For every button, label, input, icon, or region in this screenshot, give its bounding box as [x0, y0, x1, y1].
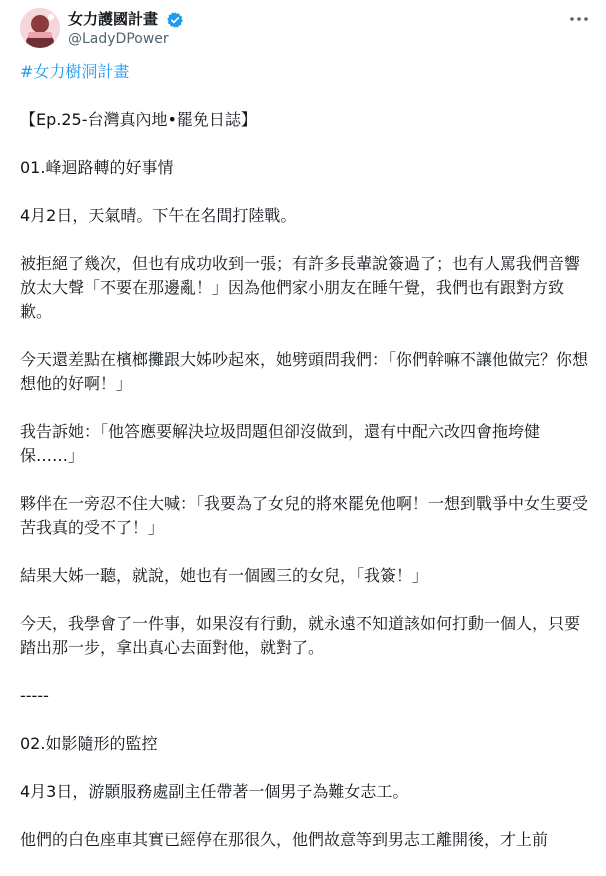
post-paragraph: 今天還差點在檳榔攤跟大姊吵起來，她劈頭問我們：「你們幹嘛不讓他做完？你想想他的好啊！」 [20, 350, 589, 393]
profile-photo [20, 8, 60, 48]
post-divider: ----- [20, 686, 49, 705]
post-paragraph: 【Ep.25-台灣真內地•罷免日誌】 [20, 110, 257, 129]
author-block [68, 9, 184, 49]
post-paragraph: 4月3日，游顥服務處副主任帶著一個男子為難女志工。 [20, 782, 409, 801]
post-paragraph: 01.峰迴路轉的好事情 [20, 158, 174, 177]
post-text [20, 60, 592, 876]
post-hashtag-line [20, 60, 592, 84]
post-paragraph: 4月2日，天氣晴。下午在名間打陸戰。 [20, 206, 297, 225]
post-paragraph: 今天，我學會了一件事，如果沒有行動，就永遠不知道該如何打動一個人，只要踏出那一步，拿出真心去面對他，就對了。 [20, 614, 581, 657]
more-horizontal-icon[interactable] [568, 10, 590, 28]
post-paragraph: 結果大姊一聽，就說，她也有一個國三的女兒，「我簽！」 [20, 566, 429, 585]
verified-badge-icon [166, 11, 184, 29]
post-paragraph: 被拒絕了幾次，但也有成功收到一張；有許多長輩說簽過了；也有人罵我們音響放太大聲「不要在那邊亂！」因為他們家小朋友在睡午覺，我們也有跟對方致歉。 [20, 254, 581, 321]
author-display-name[interactable]: 女力護國計畫 [68, 10, 159, 28]
post-paragraph: 他們的白色座車其實已經停在那很久，他們故意等到男志工離開後，才上前 [20, 830, 549, 849]
post-paragraph: 02.如影隨形的監控 [20, 734, 158, 753]
post-paragraph: 夥伴在一旁忍不住大喊：「我要為了女兒的將來罷免他啊！一想到戰爭中女生要受苦我真的受不了！」 [20, 494, 589, 537]
author-handle[interactable]: @LadyDPower [68, 31, 169, 47]
avatar[interactable] [20, 8, 60, 48]
post-paragraph: 我告訴她：「他答應要解決垃圾問題但卻沒做到，還有中配六改四會拖垮健保……」 [20, 422, 541, 465]
hashtag-link[interactable]: #女力樹洞計畫 [20, 62, 130, 81]
post-header [20, 8, 590, 52]
